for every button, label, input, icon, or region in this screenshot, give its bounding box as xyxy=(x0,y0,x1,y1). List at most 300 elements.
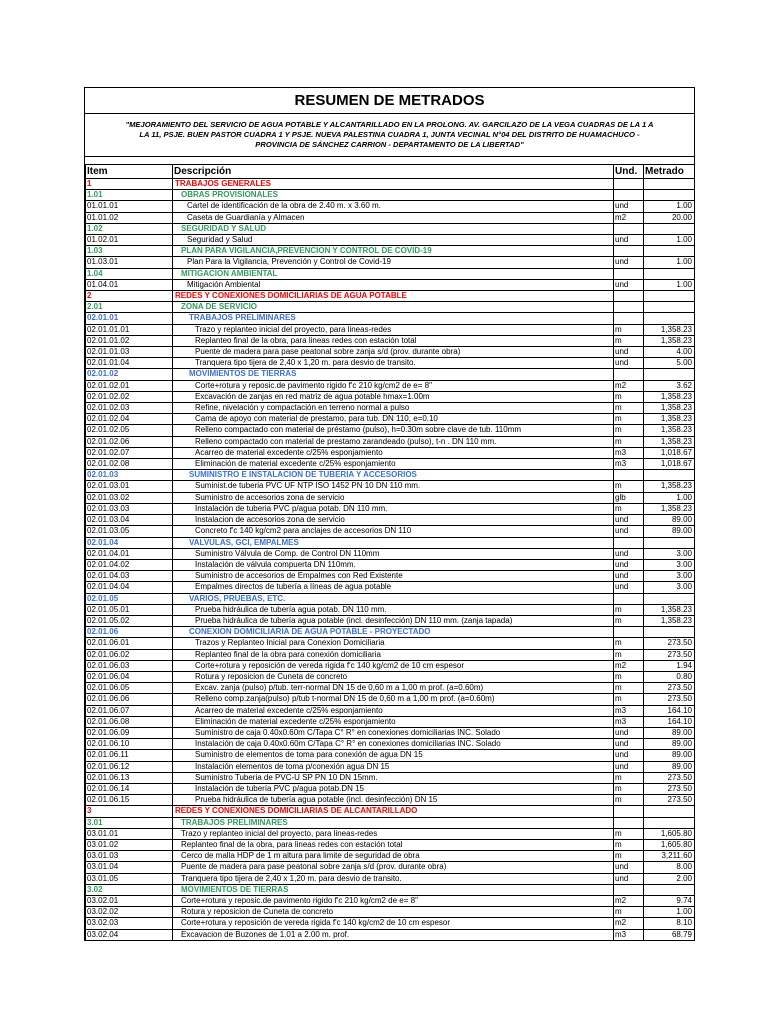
table-row xyxy=(86,447,695,458)
description-cell: SUMINISTRO E INSTALACION DE TUBERIA Y ACCESORIOS xyxy=(173,470,614,481)
section-row xyxy=(86,179,695,190)
description-cell: VALVULAS, GCI, EMPALMES xyxy=(173,537,614,548)
item-cell: 02.01.01.02 xyxy=(86,335,173,346)
section-row xyxy=(86,593,695,604)
item-cell: 03.01.01 xyxy=(86,828,173,839)
unit-cell: m xyxy=(614,795,644,806)
item-cell: 3.01 xyxy=(86,817,173,828)
document-title: RESUMEN DE METRADOS xyxy=(85,88,694,114)
table-row xyxy=(86,391,695,402)
table-row xyxy=(86,347,695,358)
metrado-cell: 0.80 xyxy=(644,671,695,682)
item-cell: 01.01.01 xyxy=(86,201,173,212)
metrado-cell: 1,358.23 xyxy=(644,324,695,335)
description-cell: Corte+rotura y reposic.de pavimento rigido f'c 210 kg/cm2 de e= 8" xyxy=(173,896,614,907)
description-cell: Cama de apoyo con material de prestamo, para tub. DN 110, e=0.10 xyxy=(173,414,614,425)
table-row xyxy=(86,929,695,940)
unit-cell: m xyxy=(614,403,644,414)
header-spacer xyxy=(85,157,694,164)
unit-cell: und xyxy=(614,571,644,582)
description-cell: Refine, nivelación y compactación en terreno normal a pulso xyxy=(173,403,614,414)
unit-cell: und xyxy=(614,739,644,750)
table-row xyxy=(86,335,695,346)
unit-cell: und xyxy=(614,515,644,526)
unit-cell: m xyxy=(614,783,644,794)
metrado-cell: 1.94 xyxy=(644,660,695,671)
section-row xyxy=(86,884,695,895)
item-cell: 02.01.03.05 xyxy=(86,526,173,537)
description-cell: Prueba hidráulica de tubería agua potable (incl. desinfección) DN 110 mm. (zanja tapada) xyxy=(173,615,614,626)
description-cell: Instalación de tubería PVC p/agua potab.DN 15 xyxy=(173,783,614,794)
unit-cell xyxy=(614,470,644,481)
header-item: Item xyxy=(86,165,173,179)
unit-cell: m3 xyxy=(614,705,644,716)
unit-cell xyxy=(614,268,644,279)
unit-cell: und xyxy=(614,582,644,593)
table-row xyxy=(86,380,695,391)
description-cell: MOVIMIENTOS DE TIERRAS xyxy=(173,884,614,895)
unit-cell xyxy=(614,806,644,817)
item-cell: 1.02 xyxy=(86,223,173,234)
metrado-cell: 5.00 xyxy=(644,358,695,369)
item-cell: 03.01.03 xyxy=(86,851,173,862)
description-cell: Eliminación de material excedente c/25% esponjamiento xyxy=(173,459,614,470)
metrado-cell: 20.00 xyxy=(644,212,695,223)
metrado-cell: 3.62 xyxy=(644,380,695,391)
metrado-cell: 68.79 xyxy=(644,929,695,940)
description-cell: TRABAJOS GENERALES xyxy=(173,179,614,190)
description-cell: Rotura y reposicion de Cuneta de concreto xyxy=(173,907,614,918)
description-cell: Suministro de elementos de toma para conexión de agua DN 15 xyxy=(173,750,614,761)
subtitle-line: LA 11, PSJE. BUEN PASTOR CUADRA 1 Y PSJE. NUEVA PALESTINA CUADRA 1, JUNTA VECINAL N°04 DEL DISTRITO DE HUAMACHUCO - xyxy=(139,130,640,140)
metrado-cell: 1,018.67 xyxy=(644,459,695,470)
item-cell: 02.01.01 xyxy=(86,313,173,324)
unit-cell: m xyxy=(614,481,644,492)
item-cell: 02.01.06.08 xyxy=(86,716,173,727)
table-row xyxy=(86,739,695,750)
header-metrado: Metrado xyxy=(644,165,695,179)
metrado-cell: 1,358.23 xyxy=(644,436,695,447)
unit-cell xyxy=(614,537,644,548)
unit-cell: und xyxy=(614,257,644,268)
description-cell: Excavacion de Buzones de 1.01 a 2.00 m. prof. xyxy=(173,929,614,940)
unit-cell: und xyxy=(614,548,644,559)
unit-cell xyxy=(614,246,644,257)
description-cell: Suministro de accesorios zona de servicio xyxy=(173,492,614,503)
item-cell: 02.01.02.01 xyxy=(86,380,173,391)
item-cell: 02.01.01.03 xyxy=(86,347,173,358)
unit-cell xyxy=(614,223,644,234)
description-cell: Plan Para la Vigilancia, Prevención y Control de Covid-19 xyxy=(173,257,614,268)
description-cell: Acarreo de material excedente c/25% esponjamiento xyxy=(173,705,614,716)
description-cell: Replanteo final de la obra, para lineas redes con estación total xyxy=(173,839,614,850)
unit-cell: m xyxy=(614,683,644,694)
item-cell: 01.03.01 xyxy=(86,257,173,268)
item-cell: 02.01.06 xyxy=(86,627,173,638)
unit-cell: und xyxy=(614,750,644,761)
table-row xyxy=(86,425,695,436)
table-row xyxy=(86,324,695,335)
table-row xyxy=(86,582,695,593)
section-row xyxy=(86,627,695,638)
metrado-cell: 273.50 xyxy=(644,772,695,783)
item-cell: 02.01.02.05 xyxy=(86,425,173,436)
description-cell: Mitigación Ambiental xyxy=(173,279,614,290)
unit-cell xyxy=(614,302,644,313)
item-cell: 02.01.03 xyxy=(86,470,173,481)
table-row xyxy=(86,279,695,290)
description-cell: OBRAS PROVISIONALES xyxy=(173,190,614,201)
metrado-cell: 273.50 xyxy=(644,795,695,806)
metrado-cell: 1.00 xyxy=(644,907,695,918)
description-cell: Puente de madera para pase peatonal sobre zanja s/d (prov. durante obra) xyxy=(173,862,614,873)
metrado-cell: 1,358.23 xyxy=(644,425,695,436)
table-row xyxy=(86,201,695,212)
metrado-cell: 1,358.23 xyxy=(644,335,695,346)
description-cell: VARIOS, PRUEBAS, ETC. xyxy=(173,593,614,604)
metrado-cell: 1.00 xyxy=(644,257,695,268)
metrado-cell: 3,211.60 xyxy=(644,851,695,862)
description-cell: Rotura y reposicion de Cuneta de concreto xyxy=(173,671,614,682)
unit-cell: und xyxy=(614,727,644,738)
metrado-cell xyxy=(644,627,695,638)
table-row xyxy=(86,481,695,492)
unit-cell: m xyxy=(614,907,644,918)
metrado-cell xyxy=(644,302,695,313)
item-cell: 02.01.06.05 xyxy=(86,683,173,694)
table-row xyxy=(86,257,695,268)
unit-cell: und xyxy=(614,235,644,246)
metrado-cell: 273.50 xyxy=(644,638,695,649)
description-cell: Seguridad y Salud xyxy=(173,235,614,246)
table-row xyxy=(86,896,695,907)
unit-cell xyxy=(614,884,644,895)
description-cell: REDES Y CONEXIONES DOMICILIARIAS DE ALCANTARILLADO xyxy=(173,806,614,817)
unit-cell: m xyxy=(614,649,644,660)
item-cell: 02.01.03.04 xyxy=(86,515,173,526)
item-cell: 02.01.02.04 xyxy=(86,414,173,425)
metrado-cell xyxy=(644,884,695,895)
description-cell: Concreto f'c 140 kg/cm2 para anclajes de accesorios DN 110 xyxy=(173,526,614,537)
unit-cell: m xyxy=(614,694,644,705)
table-row xyxy=(86,705,695,716)
unit-cell: m3 xyxy=(614,447,644,458)
metrado-cell xyxy=(644,190,695,201)
section-row xyxy=(86,190,695,201)
table-row xyxy=(86,839,695,850)
table-row xyxy=(86,873,695,884)
section-row xyxy=(86,246,695,257)
description-cell: Suminist.de tuberia PVC UF NTP ISO 1452 PN 10 DN 110 mm. xyxy=(173,481,614,492)
metrado-cell: 1,018.67 xyxy=(644,447,695,458)
table-row xyxy=(86,515,695,526)
metrado-cell: 3.00 xyxy=(644,571,695,582)
description-cell: Trazos y Replanteo Inicial para Conexion Domiciliaria xyxy=(173,638,614,649)
metrado-cell: 89.00 xyxy=(644,761,695,772)
description-cell: Trazo y replanteo inicial del proyecto, para lineas-redes xyxy=(173,828,614,839)
item-cell: 02.01.03.01 xyxy=(86,481,173,492)
metrado-cell: 1,358.23 xyxy=(644,481,695,492)
unit-cell: m xyxy=(614,604,644,615)
item-cell: 02.01.06.09 xyxy=(86,727,173,738)
unit-cell: m xyxy=(614,503,644,514)
metrado-cell xyxy=(644,291,695,302)
table-row xyxy=(86,638,695,649)
unit-cell: m3 xyxy=(614,716,644,727)
description-cell: MOVIMIENTOS DE TIERRAS xyxy=(173,369,614,380)
table-body xyxy=(86,179,695,941)
section-row xyxy=(86,313,695,324)
item-cell: 1.03 xyxy=(86,246,173,257)
description-cell: Excavación de zanjas en red matriz de agua potable hmax=1.00m xyxy=(173,391,614,402)
description-cell: ZONA DE SERVICIO xyxy=(173,302,614,313)
metrado-cell xyxy=(644,470,695,481)
item-cell: 02.01.06.11 xyxy=(86,750,173,761)
item-cell: 02.01.05 xyxy=(86,593,173,604)
table-row xyxy=(86,649,695,660)
metrados-sheet xyxy=(84,87,695,941)
unit-cell: und xyxy=(614,526,644,537)
description-cell: Corte+rotura y reposición de vereda rigida f'c 140 kg/cm2 de 10 cm espesor xyxy=(173,918,614,929)
unit-cell: m xyxy=(614,324,644,335)
table-row xyxy=(86,604,695,615)
description-cell: Caseta de Guardianía y Almacen xyxy=(173,212,614,223)
description-cell: Suministro de caja 0.40x0.60m C/Tapa C° R° en conexiones domiciliarias INC. Solado xyxy=(173,727,614,738)
metrado-cell xyxy=(644,369,695,380)
description-cell: Puente de madera para pase peatonal sobre zanja s/d (prov. durante obra) xyxy=(173,347,614,358)
unit-cell xyxy=(614,593,644,604)
unit-cell: m xyxy=(614,772,644,783)
unit-cell: und xyxy=(614,279,644,290)
item-cell: 02.01.05.01 xyxy=(86,604,173,615)
unit-cell: m xyxy=(614,615,644,626)
item-cell: 02.01.06.02 xyxy=(86,649,173,660)
section-row xyxy=(86,470,695,481)
item-cell: 2.01 xyxy=(86,302,173,313)
item-cell: 02.01.02.03 xyxy=(86,403,173,414)
table-row xyxy=(86,212,695,223)
table-row xyxy=(86,571,695,582)
description-cell: Suministro Válvula de Comp. de Control DN 110mm xyxy=(173,548,614,559)
metrado-cell: 1,358.23 xyxy=(644,391,695,402)
item-cell: 02.01.04.02 xyxy=(86,559,173,570)
metrado-cell: 1.00 xyxy=(644,235,695,246)
unit-cell xyxy=(614,313,644,324)
description-cell: Relleno comp.zanja(pulso) p/tub t-normal DN 15 de 0,60 m a 1,00 m prof. (a=0.60m) xyxy=(173,694,614,705)
subtitle-line: PROVINCIA DE SÁNCHEZ CARRION - DEPARTAMENTO DE LA LIBERTAD" xyxy=(255,140,524,150)
description-cell: Replanteo final de la obra, para lineas redes con estación total xyxy=(173,335,614,346)
table-row xyxy=(86,683,695,694)
description-cell: Cartel de identificación de la obra de 2.40 m. x 3.60 m. xyxy=(173,201,614,212)
description-cell: Prueba hidráulica de tubería agua potable (incl. desinfección) DN 15 xyxy=(173,795,614,806)
metrado-cell: 273.50 xyxy=(644,783,695,794)
unit-cell: m2 xyxy=(614,896,644,907)
unit-cell: m3 xyxy=(614,929,644,940)
subtitle-line: "MEJORAMIENTO DEL SERVICIO DE AGUA POTABLE Y ALCANTARILLADO EN LA PROLONG. AV. GARCILAZO DE LA VEGA CUADRAS DE LA 1 A xyxy=(125,120,654,129)
unit-cell: und xyxy=(614,862,644,873)
unit-cell xyxy=(614,817,644,828)
section-row xyxy=(86,817,695,828)
metrado-cell: 1.00 xyxy=(644,201,695,212)
metrado-cell: 1,358.23 xyxy=(644,403,695,414)
item-cell: 02.01.06.06 xyxy=(86,694,173,705)
item-cell: 02.01.05.02 xyxy=(86,615,173,626)
item-cell: 03.02.02 xyxy=(86,907,173,918)
item-cell: 3 xyxy=(86,806,173,817)
metrado-cell xyxy=(644,313,695,324)
metrado-cell: 1,358.23 xyxy=(644,615,695,626)
table-row xyxy=(86,660,695,671)
item-cell: 03.02.01 xyxy=(86,896,173,907)
item-cell: 02.01.02.02 xyxy=(86,391,173,402)
table-row xyxy=(86,716,695,727)
item-cell: 02.01.04 xyxy=(86,537,173,548)
table-row xyxy=(86,851,695,862)
metrado-cell xyxy=(644,268,695,279)
table-row xyxy=(86,907,695,918)
metrado-cell: 1,358.23 xyxy=(644,414,695,425)
header-description: Descripción xyxy=(173,165,614,179)
item-cell: 03.02.04 xyxy=(86,929,173,940)
unit-cell: m xyxy=(614,425,644,436)
unit-cell: m xyxy=(614,335,644,346)
description-cell: Corte+rotura y reposic.de pavimento rigido f'c 210 kg/cm2 de e= 8" xyxy=(173,380,614,391)
metrado-cell xyxy=(644,593,695,604)
description-cell: Cerco de malla HDP de 1 m altura para limite de seguridad de obra xyxy=(173,851,614,862)
description-cell: Instalacion de accesorios zona de servicio xyxy=(173,515,614,526)
metrado-cell: 1,358.23 xyxy=(644,503,695,514)
metrados-table xyxy=(85,164,695,941)
item-cell: 1.01 xyxy=(86,190,173,201)
metrado-cell: 4.00 xyxy=(644,347,695,358)
unit-cell: m xyxy=(614,851,644,862)
unit-cell: m2 xyxy=(614,212,644,223)
unit-cell: und xyxy=(614,358,644,369)
unit-cell: m3 xyxy=(614,459,644,470)
unit-cell: m2 xyxy=(614,380,644,391)
item-cell: 02.01.02.07 xyxy=(86,447,173,458)
unit-cell: m xyxy=(614,391,644,402)
header-unit: Und. xyxy=(614,165,644,179)
unit-cell: und xyxy=(614,559,644,570)
metrado-cell: 89.00 xyxy=(644,750,695,761)
table-row xyxy=(86,526,695,537)
description-cell: Empalmes directos de tubería a líneas de agua potable xyxy=(173,582,614,593)
item-cell: 02.01.02 xyxy=(86,369,173,380)
table-row xyxy=(86,414,695,425)
unit-cell xyxy=(614,190,644,201)
table-row xyxy=(86,772,695,783)
metrado-cell xyxy=(644,223,695,234)
unit-cell: und xyxy=(614,873,644,884)
table-row xyxy=(86,795,695,806)
table-row xyxy=(86,459,695,470)
metrado-cell xyxy=(644,817,695,828)
metrado-cell: 1.00 xyxy=(644,279,695,290)
description-cell: Excav. zanja (pulso) p/tub. terr-normal DN 15 de 0,60 m a 1,00 m prof. (a=0.60m) xyxy=(173,683,614,694)
item-cell: 03.01.02 xyxy=(86,839,173,850)
section-row xyxy=(86,291,695,302)
unit-cell xyxy=(614,179,644,190)
metrado-cell: 89.00 xyxy=(644,515,695,526)
unit-cell xyxy=(614,291,644,302)
metrado-cell: 2.00 xyxy=(644,873,695,884)
metrado-cell: 1,358.23 xyxy=(644,604,695,615)
table-header-row xyxy=(86,165,695,179)
item-cell: 02.01.02.06 xyxy=(86,436,173,447)
table-row xyxy=(86,436,695,447)
table-row xyxy=(86,615,695,626)
metrado-cell: 1.00 xyxy=(644,492,695,503)
unit-cell: m xyxy=(614,828,644,839)
table-row xyxy=(86,503,695,514)
unit-cell: m xyxy=(614,414,644,425)
description-cell: TRABAJOS PRELIMINARES xyxy=(173,817,614,828)
metrado-cell: 3.00 xyxy=(644,548,695,559)
unit-cell: m xyxy=(614,638,644,649)
description-cell: Corte+rotura y reposición de vereda rigida f'c 140 kg/cm2 de 10 cm espesor xyxy=(173,660,614,671)
description-cell: Instalación de válvula compuerta DN 110mm. xyxy=(173,559,614,570)
section-row xyxy=(86,537,695,548)
description-cell: Acarreo de material excedente c/25% esponjamiento xyxy=(173,447,614,458)
metrado-cell: 8.10 xyxy=(644,918,695,929)
table-row xyxy=(86,750,695,761)
description-cell: Eliminación de material excedente c/25% esponjamiento xyxy=(173,716,614,727)
table-row xyxy=(86,548,695,559)
unit-cell xyxy=(614,369,644,380)
description-cell: CONEXION DOMICILIARIA DE AGUA POTABLE - PROYECTADO xyxy=(173,627,614,638)
item-cell: 1 xyxy=(86,179,173,190)
metrado-cell: 89.00 xyxy=(644,739,695,750)
item-cell: 02.01.04.01 xyxy=(86,548,173,559)
table-row xyxy=(86,862,695,873)
metrado-cell: 9.74 xyxy=(644,896,695,907)
table-row xyxy=(86,727,695,738)
unit-cell xyxy=(614,627,644,638)
description-cell: Relleno compactado con material de préstamo (pulso), h=0.30m sobre clave de tub. 110mm xyxy=(173,425,614,436)
item-cell: 3.02 xyxy=(86,884,173,895)
section-row xyxy=(86,806,695,817)
unit-cell: m2 xyxy=(614,918,644,929)
section-row xyxy=(86,302,695,313)
unit-cell: m xyxy=(614,436,644,447)
description-cell: Trazo y replanteo inicial del proyecto, para lineas-redes xyxy=(173,324,614,335)
item-cell: 02.01.06.04 xyxy=(86,671,173,682)
table-row xyxy=(86,694,695,705)
item-cell: 01.01.02 xyxy=(86,212,173,223)
unit-cell: glb xyxy=(614,492,644,503)
metrado-cell: 1,605.80 xyxy=(644,828,695,839)
item-cell: 02.01.06.10 xyxy=(86,739,173,750)
section-row xyxy=(86,268,695,279)
item-cell: 02.01.06.03 xyxy=(86,660,173,671)
metrado-cell: 3.00 xyxy=(644,582,695,593)
metrado-cell: 3.00 xyxy=(644,559,695,570)
item-cell: 02.01.06.07 xyxy=(86,705,173,716)
project-subtitle xyxy=(85,114,694,157)
item-cell: 03.01.04 xyxy=(86,862,173,873)
metrado-cell: 1,605.80 xyxy=(644,839,695,850)
table-row xyxy=(86,918,695,929)
unit-cell: und xyxy=(614,761,644,772)
description-cell: Suministro de accesorios de Empalmes con Red Existente xyxy=(173,571,614,582)
unit-cell: m xyxy=(614,671,644,682)
item-cell: 01.04.01 xyxy=(86,279,173,290)
unit-cell: m xyxy=(614,839,644,850)
item-cell: 02.01.01.01 xyxy=(86,324,173,335)
item-cell: 01.02.01 xyxy=(86,235,173,246)
section-row xyxy=(86,223,695,234)
